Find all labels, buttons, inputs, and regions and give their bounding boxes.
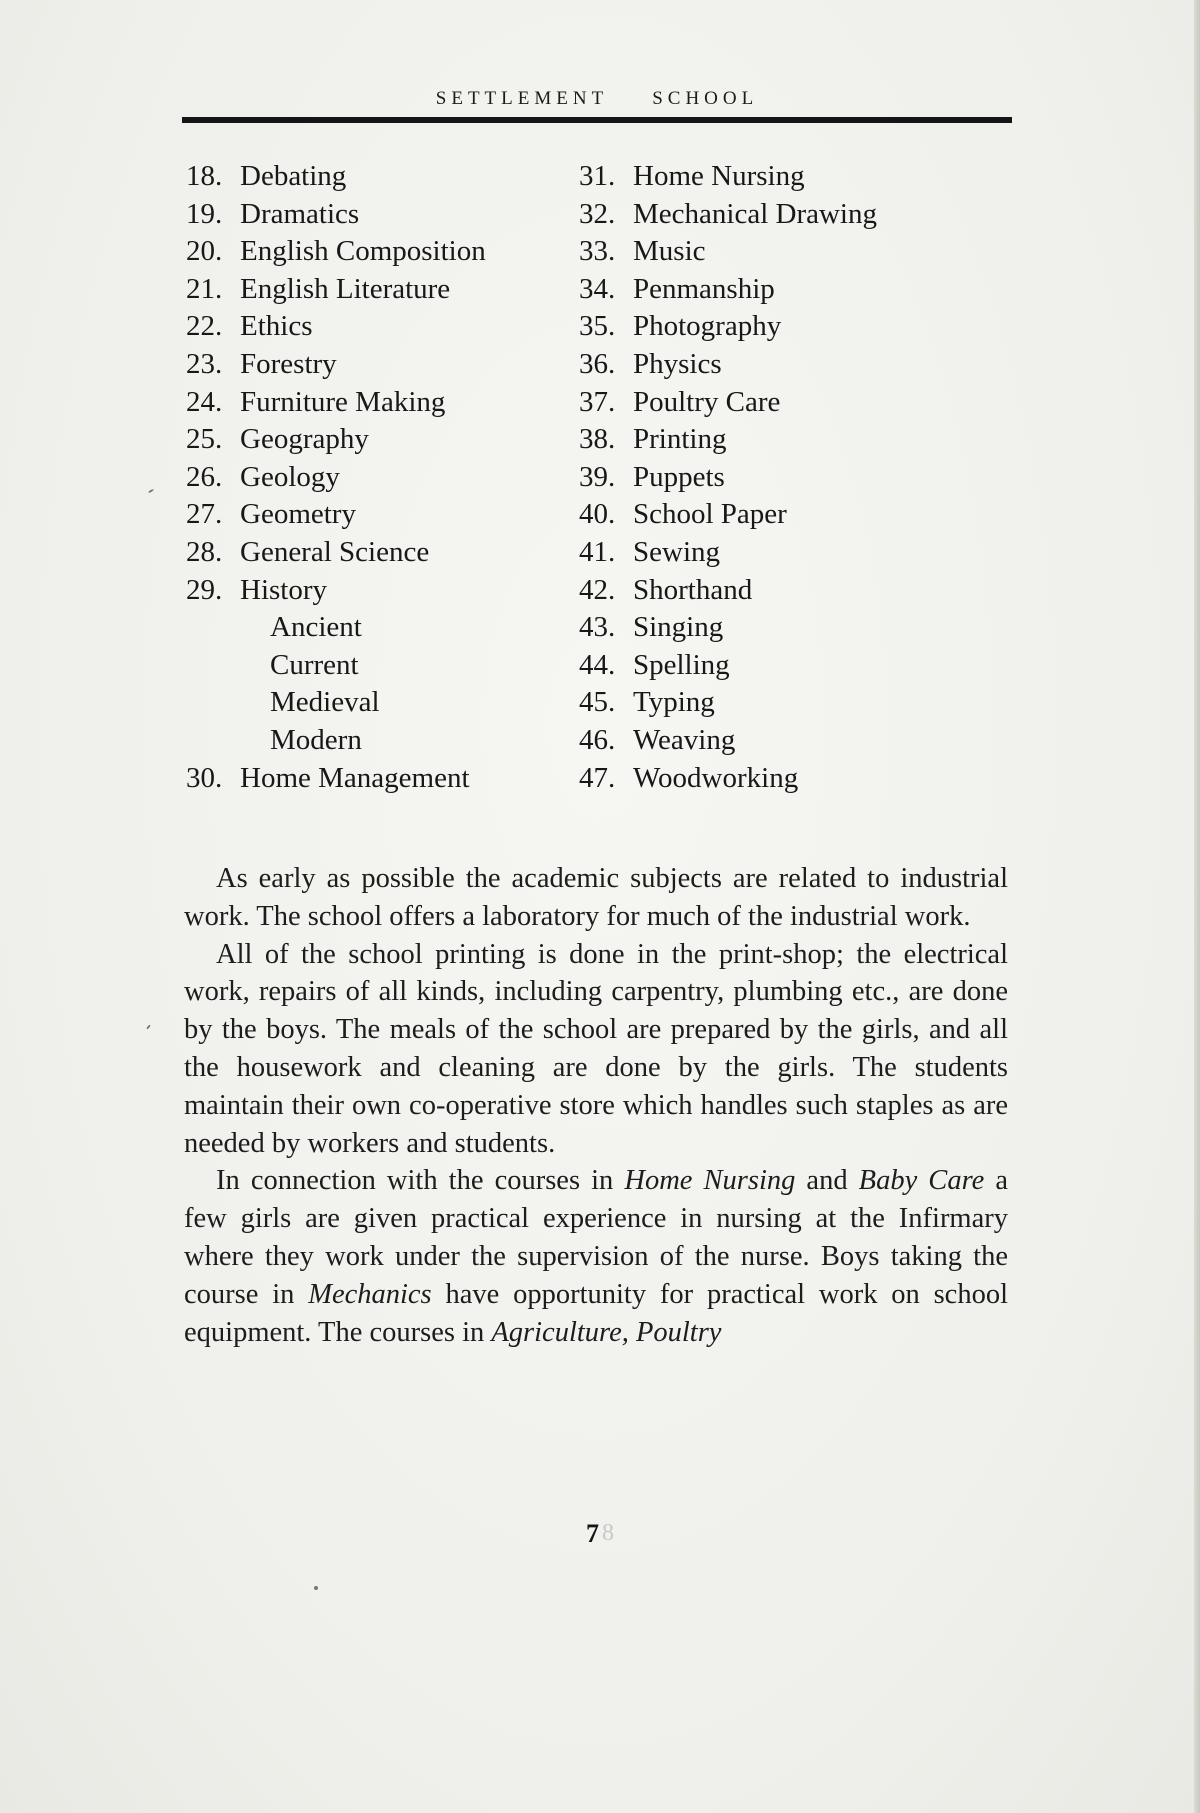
paragraph-3: In connection with the courses in Home Nursing and Baby Care a few girls are given practical experience in nursing at the Infirmary where they work under the supervision of the nurse. Boys taking the course in Mechanics have opportunity for practical work on school equipment. The courses in Agriculture, Poultry: [184, 1165, 1008, 1348]
page-edge-shadow: [1194, 0, 1200, 1813]
subject-item: 21. English Literature: [186, 272, 451, 305]
subject-item: 36. Physics: [579, 347, 722, 380]
subject-subitem: Modern: [270, 723, 362, 756]
body-text: [184, 860, 1008, 1351]
subject-item: 37. Poultry Care: [579, 385, 781, 418]
subject-item: 39. Puppets: [579, 460, 725, 493]
running-head: [182, 88, 1012, 110]
subject-item: 30. Home Management: [186, 761, 470, 794]
scan-speck: [314, 1586, 318, 1590]
subject-item: 34. Penmanship: [579, 272, 775, 305]
subject-column-right: [579, 158, 1019, 797]
subject-item: 40. School Paper: [579, 498, 787, 531]
scan-speck: [146, 1024, 151, 1029]
italic-term: Home Nursing: [624, 1165, 796, 1197]
subject-item: 22. Ethics: [186, 310, 313, 343]
subject-item: 29. History: [186, 573, 327, 606]
scan-speck: [148, 489, 154, 494]
subject-subitem: Medieval: [270, 686, 380, 719]
subject-item: 47. Woodworking: [579, 761, 799, 794]
subject-item: 46. Weaving: [579, 723, 736, 756]
subject-item: 27. Geometry: [186, 498, 356, 531]
italic-term: Baby Care: [858, 1165, 985, 1197]
subject-item: 43. Singing: [579, 611, 724, 644]
subject-item: 24. Furniture Making: [186, 385, 446, 418]
subject-item: 42. Shorthand: [579, 573, 753, 606]
subject-item: 44. Spelling: [579, 648, 730, 681]
running-head-right: SCHOOL: [652, 88, 759, 109]
subject-item: 25. Geography: [186, 423, 369, 456]
subject-subitem: Current: [270, 648, 359, 681]
subject-item: 41. Sewing: [579, 535, 720, 568]
italic-term: Agriculture, Poultry: [491, 1316, 722, 1348]
subject-item: 38. Printing: [579, 423, 727, 456]
subject-item: 18. Debating: [186, 160, 347, 192]
subject-column-left: [186, 158, 586, 797]
running-head-left: SETTLEMENT: [435, 88, 609, 109]
italic-term: Mechanics: [308, 1278, 432, 1310]
subject-item: 20. English Composition: [186, 235, 486, 268]
subject-item: 45. Typing: [579, 686, 715, 719]
subject-item: 32. Mechanical Drawing: [579, 197, 877, 230]
page-number: 7: [586, 1519, 599, 1548]
paragraph-2: All of the school printing is done in the print-shop; the electrical work, repairs of all kinds, including carpentry, plumbing etc., are done by the boys. The meals of the school are prepared by the girls, and all the housework and cleaning are done by the girls. The students maintain their own co-operative store which handles such staples as are needed by workers and students.: [184, 938, 1008, 1159]
subject-item: 28. General Science: [186, 535, 430, 568]
subject-item: 19. Dramatics: [186, 197, 360, 230]
header-rule: [182, 117, 1012, 123]
subject-subitem: Ancient: [270, 611, 362, 644]
subject-item: 31. Home Nursing: [579, 160, 805, 192]
subject-item: 23. Forestry: [186, 347, 337, 380]
subject-item: 33. Music: [579, 235, 706, 268]
subject-item: 26. Geology: [186, 460, 340, 493]
subject-item: 35. Photography: [579, 310, 782, 343]
paragraph-1: As early as possible the academic subjects are related to industrial work. The school offers a laboratory for much of the industrial work.: [184, 863, 1008, 932]
bleed-through-digit: 8: [602, 1520, 614, 1546]
